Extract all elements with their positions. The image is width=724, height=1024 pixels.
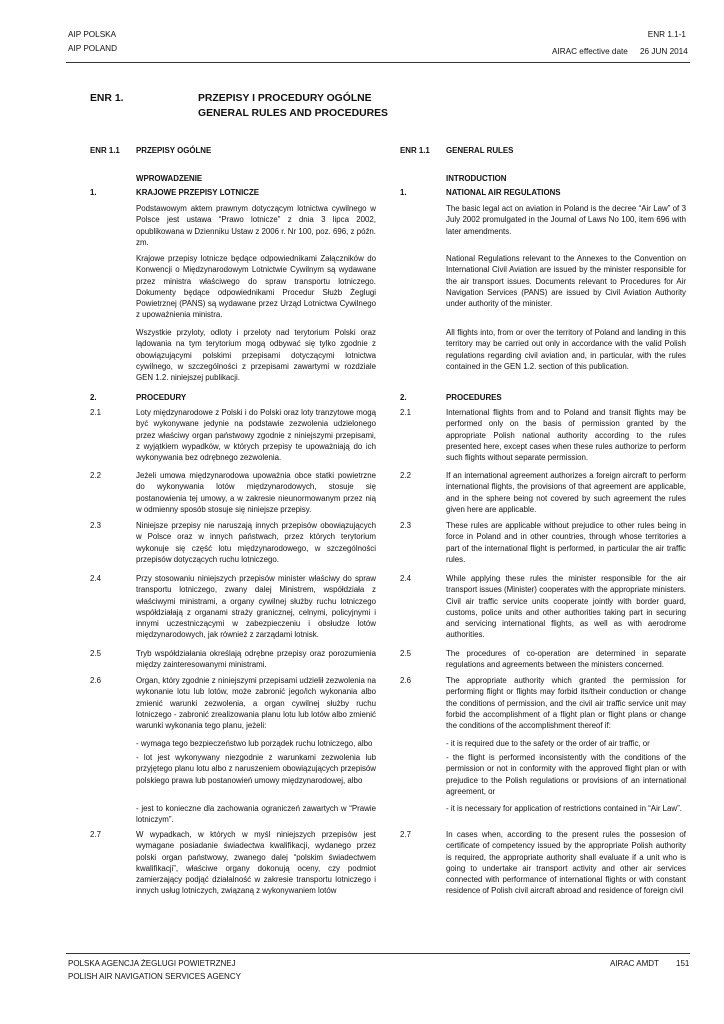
s2-number-left: 2. bbox=[90, 393, 97, 402]
s2-number-right: 2. bbox=[400, 393, 407, 402]
header-effective-label: AIRAC effective date bbox=[552, 47, 628, 56]
footer-org-en: POLISH AIR NAVIGATION SERVICES AGENCY bbox=[68, 972, 241, 981]
p21-text-left: Loty międzynarodowe z Polski i do Polski oraz loty tranzytowe mogą być wykonywane jedynie na podstawie zezwolenia udzielonego przez właściwy organ państwowy zgodnie z niniejszymi przepisami, z wyjątkiem wypadków, w których przepisy te upoważniają do ich wykonywania bez odrębnego zezwolenia. bbox=[136, 408, 376, 463]
header-publication-en: AIP POLAND bbox=[68, 44, 117, 53]
header-page-id: ENR 1.1-1 bbox=[647, 30, 686, 39]
p21-text-right: International flights from and to Poland and transit flights may be performed only on the basis of permission granted by the appropriate Polish national authority according to the rules presented here, except cases when these rules authorize to perform such flights without separate permission. bbox=[446, 408, 686, 463]
s2-title-left: PROCEDURY bbox=[136, 393, 187, 402]
footer-rule bbox=[66, 953, 690, 954]
p22-text-right: If an international agreement authorizes a foreign aircraft to perform international flights, the provisions of that agreement are applicable, and in the sphere being not covered by such agreement the rules given here are applicable. bbox=[446, 471, 686, 514]
p26-item-a-right: - it is required due to the safety or the order of air traffic, or bbox=[446, 739, 650, 748]
p26-item-c-left: - jest to konieczne dla zachowania ograniczeń zawartych w “Prawie lotniczym”. bbox=[136, 804, 376, 825]
p25-text-right: The procedures of co-operation are determined in separate regulations and agreements between the ministers concerned. bbox=[446, 649, 686, 670]
p24-text-right: While applying these rules the minister responsible for the air transport issues (Minister) cooperates with the appropriate ministers. Civil air traffic service units cooperate jointly with border guard, customs, police units and other authorities taking part in securing and servicing international flights, as well as with aerodrome authorities. bbox=[446, 574, 686, 640]
footer-page-number: 151 bbox=[676, 959, 690, 968]
p26-number-left: 2.6 bbox=[90, 676, 101, 685]
header-rule bbox=[66, 62, 690, 63]
section-number-left: ENR 1.1 bbox=[90, 146, 120, 155]
s1-paragraph-3-left: Wszystkie przyloty, odloty i przeloty nad terytorium Polski oraz lądowania na tym terytorium mogą odbywać się tylko zgodnie z obowiązującymi polskimi przepisami dotyczącymi lotnictwa cywilnego, w szczególności z przepisami zawartymi w rozdziale GEN 1.2. niniejszej publikacji. bbox=[136, 328, 376, 383]
footer-amdt-label: AIRAC AMDT bbox=[610, 959, 659, 968]
section-title-left: PRZEPISY OGÓLNE bbox=[136, 146, 212, 155]
p25-number-right: 2.5 bbox=[400, 649, 411, 658]
s1-paragraph-2-right: National Regulations relevant to the Annexes to the Convention on International Civil Aviation are issued by the minister responsible for the air transport issues. Documents relevant to Procedures for Air Navigation Services (PANS) are issued by Civil Aviation Authority under authority of the minister. bbox=[446, 254, 686, 309]
p25-number-left: 2.5 bbox=[90, 649, 101, 658]
p27-number-right: 2.7 bbox=[400, 830, 411, 839]
p24-number-left: 2.4 bbox=[90, 574, 101, 583]
p27-number-left: 2.7 bbox=[90, 830, 101, 839]
p23-text-left: Niniejsze przepisy nie naruszają innych przepisów obowiązujących w Polsce oraz w innych państwach, przez których terytorium wykonuje się część lotu międzynarodowego, w szczególności przepisów dotyczących ruchu lotniczego. bbox=[136, 521, 376, 564]
p25-text-left: Tryb współdziałania określają odrębne przepisy oraz porozumienia między zainteresowanymi ministrami. bbox=[136, 649, 376, 670]
footer-org-pl: POLSKA AGENCJA ŻEGLUGI POWIETRZNEJ bbox=[68, 959, 236, 968]
p26-number-right: 2.6 bbox=[400, 676, 411, 685]
p26-item-b-left: - lot jest wykonywany niezgodnie z warunkami zezwolenia lub przyjętego planu lotu albo z naruszeniem obowiązujących przepisów polskiego prawa lub postanowień umowy międzynarodowej, albo bbox=[136, 753, 376, 785]
p23-number-left: 2.3 bbox=[90, 521, 101, 530]
s1-paragraph-3-right: All flights into, from or over the territory of Poland and landing in this territory may be carried out only in accordance with the valid Polish regulations regarding civil aviation and, in particular, with the rules contained in the GEN 1.2. section of this publication. bbox=[446, 328, 686, 371]
p26-text-left: Organ, który zgodnie z niniejszymi przepisami udzielił zezwolenia na wykonanie lotu lub lotów, może zabronić jego/ich wykonania albo zmienić warunki zezwolenia, a organ cywilnej służby ruchu lotniczego - zabronić zrealizowania planu lotu lub lotów albo zmienić warunki wykonania tego planu, jeżeli: bbox=[136, 676, 376, 731]
s1-title-right: NATIONAL AIR REGULATIONS bbox=[446, 188, 561, 197]
p22-text-left: Jeżeli umowa międzynarodowa upoważnia obce statki powietrzne do wykonywania lotów międzynarodowych, stosuje się postanowienia tej umowy, a w zakresie nieunormowanym przez nią w odmienny sposób stosuje się niniejsze przepisy. bbox=[136, 471, 376, 514]
s1-number-right: 1. bbox=[400, 188, 407, 197]
p27-text-left: W wypadkach, w których w myśl niniejszych przepisów jest wymagane posiadanie świadectwa kwalifikacji, wydanego przez polski organ państwowy, zwanego dalej “polskim świadectwem kwalifikacji”, właściwe organy dokonują oceny, czy podmiot zamierzający podjąć działalność w zakresie transportu lotniczego i innych usług lotniczych, związaną z wykonywaniem lotów bbox=[136, 830, 376, 896]
p21-number-right: 2.1 bbox=[400, 408, 411, 417]
header-effective-date: 26 JUN 2014 bbox=[640, 47, 688, 56]
chapter-title-pl: PRZEPISY I PROCEDURY OGÓLNE bbox=[198, 93, 372, 104]
s1-number-left: 1. bbox=[90, 188, 97, 197]
p23-text-right: These rules are applicable without prejudice to other rules being in force in Poland and in other countries, through whose territories a part of the international flight is performed, in particular the air traffic rules. bbox=[446, 521, 686, 564]
intro-heading-right: INTRODUCTION bbox=[446, 174, 507, 183]
header-publication-pl: AIP POLSKA bbox=[68, 30, 117, 39]
p26-text-right: The appropriate authority which granted the permission for performing flight or flights may forbid its/their conduction or change the conditions of permission, and the civil air traffic service unit may forbid the accomplishment of a flight plan or flight plans or change the conditions of the accomplishment thereof if: bbox=[446, 676, 686, 731]
chapter-title-en: GENERAL RULES AND PROCEDURES bbox=[198, 108, 388, 119]
section-number-right: ENR 1.1 bbox=[400, 146, 430, 155]
s1-paragraph-2-left: Krajowe przepisy lotnicze będące odpowiednikami Załączników do Konwencji o Międzynarodowym Lotnictwie Cywilnym są wydawane przez ministra właściwego do spraw transportu lotniczego. Dokumenty będące odpowiednikami Procedur Służb Żeglugi Powietrznej (PANS) są wydawane przez Urząd Lotnictwa Cywilnego z upoważnienia ministra. bbox=[136, 254, 376, 320]
p24-text-left: Przy stosowaniu niniejszych przepisów minister właściwy do spraw transportu lotniczego, zwany dalej Ministrem, współdziała z właściwymi ministrami, a organy cywilnej służby ruchu lotniczego współdziałają z organami straży granicznej, celnymi, policyjnymi i innymi uczestniczącymi w zabezpieczeniu i obsłudze lotów międzynarodowych, jak również z zarządami lotnisk. bbox=[136, 574, 376, 640]
s1-paragraph-1-left: Podstawowym aktem prawnym dotyczącym lotnictwa cywilnego w Polsce jest ustawa “Prawo lotnicze” z dnia 3 lipca 2002, opublikowana w Dzienniku Ustaw z 2006 r. Nr 100, poz. 696, z późn. zm. bbox=[136, 204, 376, 247]
p26-item-c-right: - it is necessary for application of restrictions contained in “Air Law”. bbox=[446, 804, 682, 813]
p22-number-right: 2.2 bbox=[400, 471, 411, 480]
intro-heading-left: WPROWADZENIE bbox=[136, 174, 203, 183]
p21-number-left: 2.1 bbox=[90, 408, 101, 417]
p26-item-a-left: - wymaga tego bezpieczeństwo lub porządek ruchu lotniczego, albo bbox=[136, 739, 373, 748]
s1-title-left: KRAJOWE PRZEPISY LOTNICZE bbox=[136, 188, 260, 197]
p22-number-left: 2.2 bbox=[90, 471, 101, 480]
p24-number-right: 2.4 bbox=[400, 574, 411, 583]
p26-item-b-right: - the flight is performed inconsistently with the conditions of the permission or not in conformity with the approved flight plan or with prejudice to the Polish regulations or provisions of an international agreement, or bbox=[446, 753, 686, 796]
p23-number-right: 2.3 bbox=[400, 521, 411, 530]
s2-title-right: PROCEDURES bbox=[446, 393, 502, 402]
s1-paragraph-1-right: The basic legal act on aviation in Poland is the decree “Air Law” of 3 July 2002 promulgated in the Journal of Laws No 100, item 696 with later amendments. bbox=[446, 204, 686, 236]
chapter-number: ENR 1. bbox=[90, 93, 124, 104]
p27-text-right: In cases when, according to the present rules the possesion of certificate of competency issued by the appropriate Polish authority is required, the appropriate authority shall evaluate if a unit who is going to undertake air transport activity and other air services connected with performance of international flights or with constant residence of Polish civil aircraft abroad and residence of foreign civil bbox=[446, 830, 686, 896]
section-title-right: GENERAL RULES bbox=[446, 146, 514, 155]
